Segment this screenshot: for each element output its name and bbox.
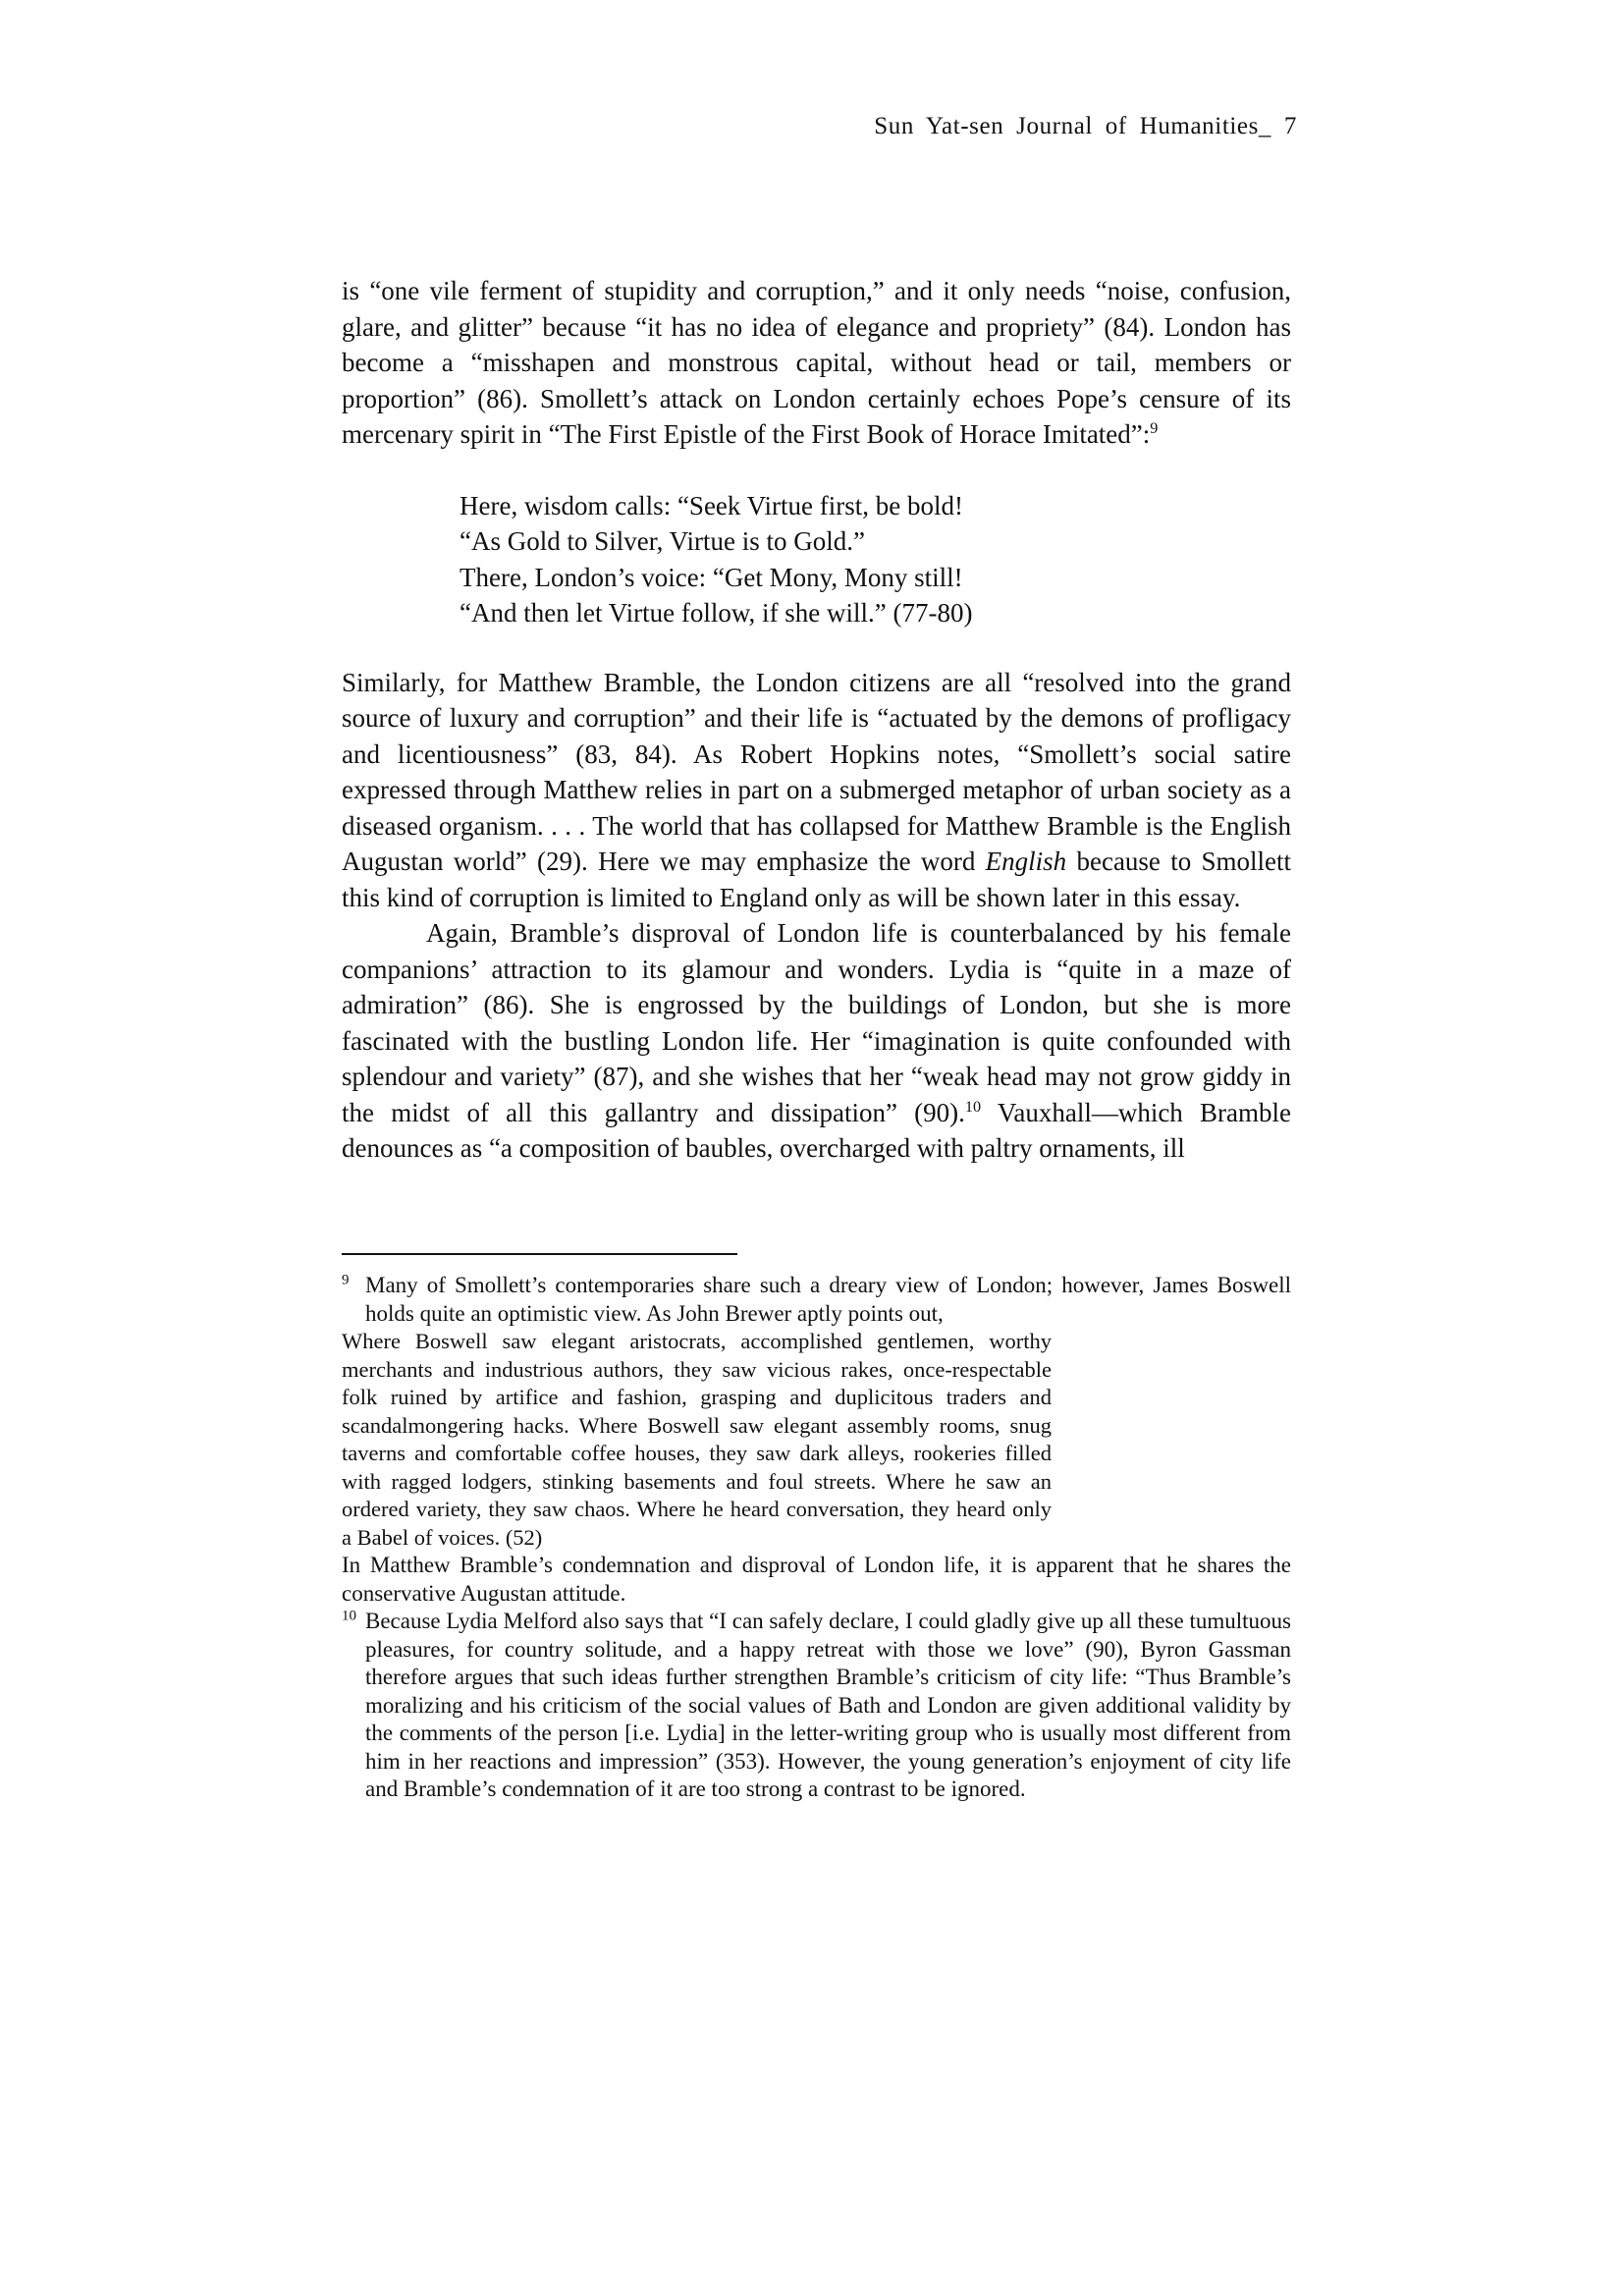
emphasized-word: English bbox=[985, 847, 1067, 876]
verse-line-3: There, London’s voice: “Get Mony, Mony still! bbox=[460, 562, 963, 592]
footnote-reference-9[interactable]: 9 bbox=[1150, 419, 1159, 437]
verse-quotation bbox=[460, 488, 1291, 631]
paragraph-text: Again, Bramble’s disproval of London life is counterbalanced by his female companions’ attraction to its glamour and wonders. Lydia is “quite in a maze of admiration” (86). She is engrossed by the buildings of London, but she is more fascinated with the bustling London life. Her “imagination is quite confounded with splendour and variety” (87), and she wishes that her “weak head may not grow giddy in the midst of all this gallantry and dissipation” (90). bbox=[342, 918, 1291, 1127]
footnote-number bbox=[342, 1272, 365, 1300]
body-text bbox=[342, 273, 1291, 1167]
body-paragraph-2 bbox=[342, 665, 1291, 916]
footnote-number-text: 9 bbox=[342, 1272, 350, 1288]
running-head: Sun Yat-sen Journal of Humanities_ 7 bbox=[874, 113, 1297, 139]
footnote-9 bbox=[342, 1272, 1291, 1328]
footnote-10 bbox=[342, 1608, 1291, 1804]
footnote-reference-10[interactable]: 10 bbox=[964, 1097, 982, 1116]
footnotes bbox=[342, 1272, 1291, 1804]
footnote-separator bbox=[342, 1253, 737, 1255]
paragraph-text: because to Smollett this kind of corruption is limited to England only as will be shown later in this essay. bbox=[342, 847, 1292, 912]
footnote-text: Many of Smollett’s contemporaries share such a dreary view of London; however, James Boswell holds quite an optimistic view. As John Brewer aptly points out, bbox=[365, 1273, 1291, 1326]
body-paragraph-3 bbox=[342, 915, 1291, 1167]
paragraph-text: Vauxhall—which Bramble denounces as “a composition of baubles, overcharged with paltry ornaments, ill bbox=[342, 1097, 1291, 1163]
verse-line-4: “And then let Virtue follow, if she will.” (77-80) bbox=[460, 598, 973, 628]
verse-line-1: Here, wisdom calls: “Seek Virtue first, be bold! bbox=[460, 490, 963, 520]
footnote-number bbox=[342, 1608, 365, 1636]
footnote-text: Because Lydia Melford also says that “I can safely declare, I could gladly give up all these tumultuous pleasures, for country solitude, and a happy retreat with those we love” (90), Byron Gassman therefore argues that such ideas further strengthen Bramble’s criticism of city life: “Thus Bramble’s moralizing and his criticism of the social values of Bath and London are given additional validity by the comments of the person [i.e. Lydia] in the letter-writing group who is usually most different from him in her reactions and impression” (353). However, the young generation’s enjoyment of city life and Bramble’s condemnation of it are too strong a contrast to be ignored. bbox=[365, 1609, 1291, 1801]
paragraph-text: is “one vile ferment of stupidity and corruption,” and it only needs “noise, confusion, glare, and glitter” because “it has no idea of elegance and propriety” (84). London has become a “misshapen and monstrous capital, without head or tail, members or proportion” (86). Smollett’s attack on London certainly echoes Pope’s censure of its mercenary spirit in “The First Epistle of the First Book of Horace Imitated”: bbox=[342, 276, 1291, 449]
footnote-number-text: 10 bbox=[342, 1608, 356, 1624]
verse-line-2: “As Gold to Silver, Virtue is to Gold.” bbox=[460, 526, 866, 556]
paragraph-text: Similarly, for Matthew Bramble, the London citizens are all “resolved into the grand source of luxury and corruption” and their life is “actuated by the demons of profligacy and licentiousness” (83, 84). As Robert Hopkins notes, “Smollett’s social satire expressed through Matthew relies in part on a submerged metaphor of urban society as a diseased organism. . . . The world that has collapsed for Matthew Bramble is the English Augustan world” (29). Here we may emphasize the word bbox=[342, 667, 1291, 876]
footnote-block-quote: Where Boswell saw elegant aristocrats, accomplished gentlemen, worthy merchants and industrious authors, they saw vicious rakes, once-respectable folk ruined by artifice and fashion, grasping and duplicitous traders and scandalmongering hacks. Where Boswell saw elegant assembly rooms, snug taverns and comfortable coffee houses, they saw dark alleys, rookeries filled with ragged lodgers, stinking basements and foul streets. Where he saw an ordered variety, they saw chaos. Where he heard conversation, they heard only a Babel of voices. (52) bbox=[342, 1329, 1052, 1550]
body-paragraph-1 bbox=[342, 273, 1291, 453]
footnote-9-continuation: In Matthew Bramble’s condemnation and disproval of London life, it is apparent that he shares the conservative Augustan attitude. bbox=[342, 1553, 1291, 1606]
